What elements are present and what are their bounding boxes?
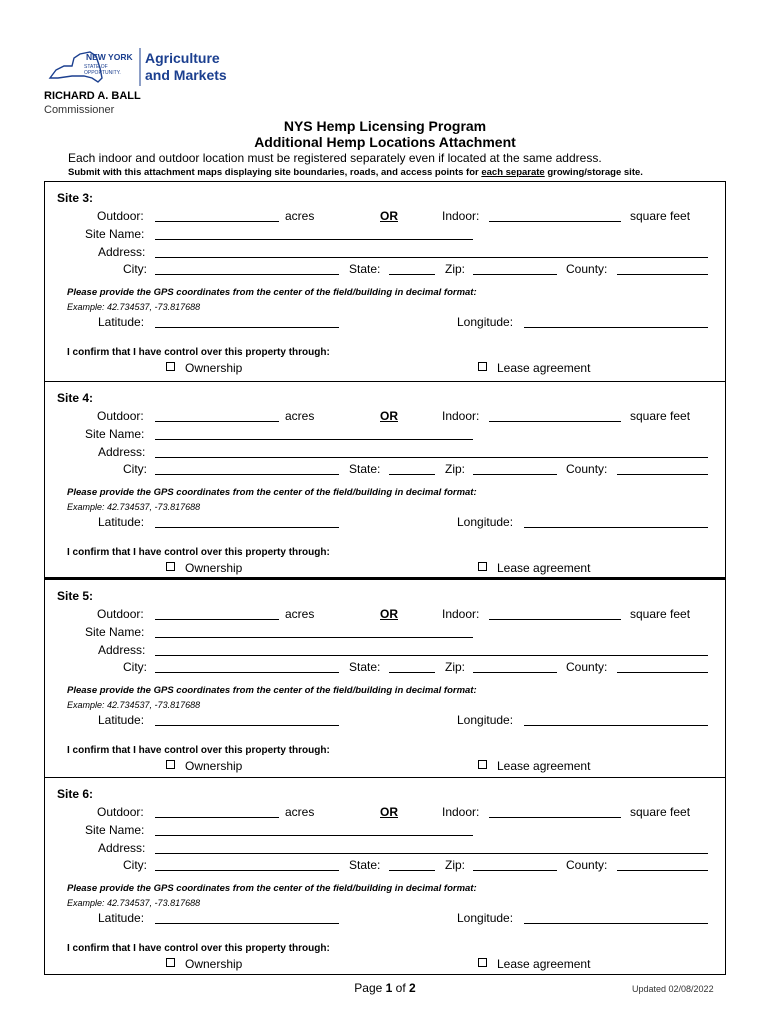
or-separator: OR (380, 209, 398, 223)
ownership-checkbox[interactable] (166, 760, 175, 769)
county-field[interactable] (617, 474, 708, 475)
site-label: Site 4: (57, 391, 94, 405)
zip-field[interactable] (473, 870, 557, 871)
outdoor-acres-field[interactable] (155, 421, 279, 422)
city-field[interactable] (155, 870, 339, 871)
lease-agreement-label: Lease agreement (497, 361, 591, 375)
address-label: Address: (98, 643, 146, 657)
nys-agriculture-markets-logo (44, 44, 244, 90)
site-name-field[interactable] (155, 439, 473, 440)
state-field[interactable] (389, 870, 435, 871)
site-label: Site 6: (57, 787, 94, 801)
indoor-sqft-field[interactable] (489, 221, 621, 222)
outdoor-label: Outdoor: (97, 607, 144, 621)
ownership-label: Ownership (185, 361, 243, 375)
state-field[interactable] (389, 474, 435, 475)
latitude-label: Latitude: (98, 713, 145, 727)
outdoor-acres-field[interactable] (155, 221, 279, 222)
site-name-field[interactable] (155, 835, 473, 836)
county-label: County: (566, 262, 608, 276)
indoor-sqft-field[interactable] (489, 421, 621, 422)
outdoor-label: Outdoor: (97, 409, 144, 423)
page-prefix: Page (354, 981, 386, 995)
ownership-checkbox[interactable] (166, 362, 175, 371)
outdoor-label: Outdoor: (97, 805, 144, 819)
site-section-6 (44, 777, 726, 975)
city-field[interactable] (155, 474, 339, 475)
city-field[interactable] (155, 274, 339, 275)
zip-label: Zip: (445, 660, 466, 674)
city-field[interactable] (155, 672, 339, 673)
address-field[interactable] (155, 853, 708, 854)
or-separator: OR (380, 607, 398, 621)
state-label: State: (349, 858, 381, 872)
square-feet-unit: square feet (630, 409, 691, 423)
city-label: City: (123, 858, 147, 872)
address-field[interactable] (155, 457, 708, 458)
outdoor-acres-field[interactable] (155, 817, 279, 818)
site-section-5 (44, 577, 726, 777)
ownership-checkbox[interactable] (166, 562, 175, 571)
indoor-sqft-field[interactable] (489, 817, 621, 818)
site-name-label: Site Name: (85, 823, 145, 837)
site-name-field[interactable] (155, 239, 473, 240)
longitude-label: Longitude: (457, 713, 514, 727)
form-title: NYS Hemp Licensing Program (283, 118, 487, 134)
intro-text: Each indoor and outdoor location must be registered separately even if located at the same address. (68, 151, 602, 165)
lease-agreement-checkbox[interactable] (478, 362, 487, 371)
updated-date: Updated 02/08/2022 (632, 984, 714, 994)
acres-unit: acres (285, 409, 315, 423)
square-feet-unit: square feet (630, 607, 691, 621)
indoor-label: Indoor: (442, 209, 480, 223)
site-name-label: Site Name: (85, 625, 145, 639)
lease-agreement-label: Lease agreement (497, 561, 591, 575)
address-label: Address: (98, 841, 146, 855)
longitude-field[interactable] (524, 923, 708, 924)
submit-instruction-underlined: each separate (481, 167, 545, 178)
zip-label: Zip: (445, 462, 466, 476)
ownership-label: Ownership (185, 957, 243, 971)
or-separator: OR (380, 805, 398, 819)
longitude-field[interactable] (524, 327, 708, 328)
longitude-field[interactable] (524, 527, 708, 528)
county-field[interactable] (617, 672, 708, 673)
ownership-checkbox[interactable] (166, 958, 175, 967)
submit-instruction (68, 167, 643, 178)
lease-agreement-label: Lease agreement (497, 957, 591, 971)
logo-tag2: OPPORTUNITY. (84, 70, 121, 76)
city-label: City: (123, 462, 147, 476)
square-feet-unit: square feet (630, 209, 691, 223)
gps-example: Example: 42.734537, -73.817688 (67, 898, 201, 908)
outdoor-label: Outdoor: (97, 209, 144, 223)
latitude-label: Latitude: (98, 315, 145, 329)
zip-label: Zip: (445, 858, 466, 872)
gps-instruction: Please provide the GPS coordinates from the center of the field/building in decimal format: (67, 685, 477, 696)
indoor-sqft-field[interactable] (489, 619, 621, 620)
logo-agency1: Agriculture (145, 50, 220, 66)
page-of: of (392, 981, 410, 995)
longitude-label: Longitude: (457, 515, 514, 529)
site-label: Site 5: (57, 589, 94, 603)
gps-example: Example: 42.734537, -73.817688 (67, 302, 201, 312)
acres-unit: acres (285, 209, 315, 223)
site-name-field[interactable] (155, 637, 473, 638)
zip-label: Zip: (445, 262, 466, 276)
acres-unit: acres (285, 607, 315, 621)
square-feet-unit: square feet (630, 805, 691, 819)
site-section-4 (44, 381, 726, 577)
lease-agreement-checkbox[interactable] (478, 562, 487, 571)
control-confirmation: I confirm that I have control over this property through: (67, 547, 330, 558)
latitude-field[interactable] (155, 725, 339, 726)
address-field[interactable] (155, 257, 708, 258)
outdoor-acres-field[interactable] (155, 619, 279, 620)
gps-instruction: Please provide the GPS coordinates from the center of the field/building in decimal format: (67, 883, 477, 894)
control-confirmation: I confirm that I have control over this property through: (67, 943, 330, 954)
county-field[interactable] (617, 274, 708, 275)
acres-unit: acres (285, 805, 315, 819)
state-label: State: (349, 462, 381, 476)
latitude-field[interactable] (155, 527, 339, 528)
county-label: County: (566, 858, 608, 872)
logo-agency2: and Markets (145, 67, 227, 83)
zip-field[interactable] (473, 474, 557, 475)
page-total: 2 (409, 981, 416, 995)
control-confirmation: I confirm that I have control over this property through: (67, 745, 330, 756)
or-separator: OR (380, 409, 398, 423)
site-name-label: Site Name: (85, 427, 145, 441)
latitude-field[interactable] (155, 327, 339, 328)
indoor-label: Indoor: (442, 805, 480, 819)
gps-instruction: Please provide the GPS coordinates from the center of the field/building in decimal format: (67, 287, 477, 298)
site-section-3 (44, 181, 726, 381)
address-label: Address: (98, 245, 146, 259)
state-field[interactable] (389, 274, 435, 275)
city-label: City: (123, 262, 147, 276)
indoor-label: Indoor: (442, 607, 480, 621)
longitude-field[interactable] (524, 725, 708, 726)
commissioner-name: RICHARD A. BALL (44, 90, 141, 102)
state-label: State: (349, 660, 381, 674)
latitude-field[interactable] (155, 923, 339, 924)
address-field[interactable] (155, 655, 708, 656)
zip-field[interactable] (473, 274, 557, 275)
ownership-label: Ownership (185, 561, 243, 575)
city-label: City: (123, 660, 147, 674)
latitude-label: Latitude: (98, 911, 145, 925)
county-label: County: (566, 462, 608, 476)
logo-tag1: STATE OF (84, 64, 108, 70)
page-number: 1 (385, 981, 393, 995)
ownership-label: Ownership (185, 759, 243, 773)
longitude-label: Longitude: (457, 315, 514, 329)
state-field[interactable] (389, 672, 435, 673)
site-label: Site 3: (57, 191, 94, 205)
gps-example: Example: 42.734537, -73.817688 (67, 700, 201, 710)
indoor-label: Indoor: (442, 409, 480, 423)
address-label: Address: (98, 445, 146, 459)
gps-example: Example: 42.734537, -73.817688 (67, 502, 201, 512)
gps-instruction: Please provide the GPS coordinates from the center of the field/building in decimal format: (67, 487, 477, 498)
longitude-label: Longitude: (457, 911, 514, 925)
county-field[interactable] (617, 870, 708, 871)
logo-state: NEW YORK (86, 52, 133, 62)
lease-agreement-label: Lease agreement (497, 759, 591, 773)
state-label: State: (349, 262, 381, 276)
county-label: County: (566, 660, 608, 674)
latitude-label: Latitude: (98, 515, 145, 529)
lease-agreement-checkbox[interactable] (478, 760, 487, 769)
site-name-label: Site Name: (85, 227, 145, 241)
form-subtitle: Additional Hemp Locations Attachment (254, 134, 516, 150)
control-confirmation: I confirm that I have control over this property through: (67, 347, 330, 358)
submit-instruction-post: growing/storage site. (544, 167, 643, 178)
commissioner-title: Commissioner (44, 104, 115, 116)
zip-field[interactable] (473, 672, 557, 673)
lease-agreement-checkbox[interactable] (478, 958, 487, 967)
submit-instruction-pre: Submit with this attachment maps displaying site boundaries, roads, and access points for (68, 167, 482, 178)
